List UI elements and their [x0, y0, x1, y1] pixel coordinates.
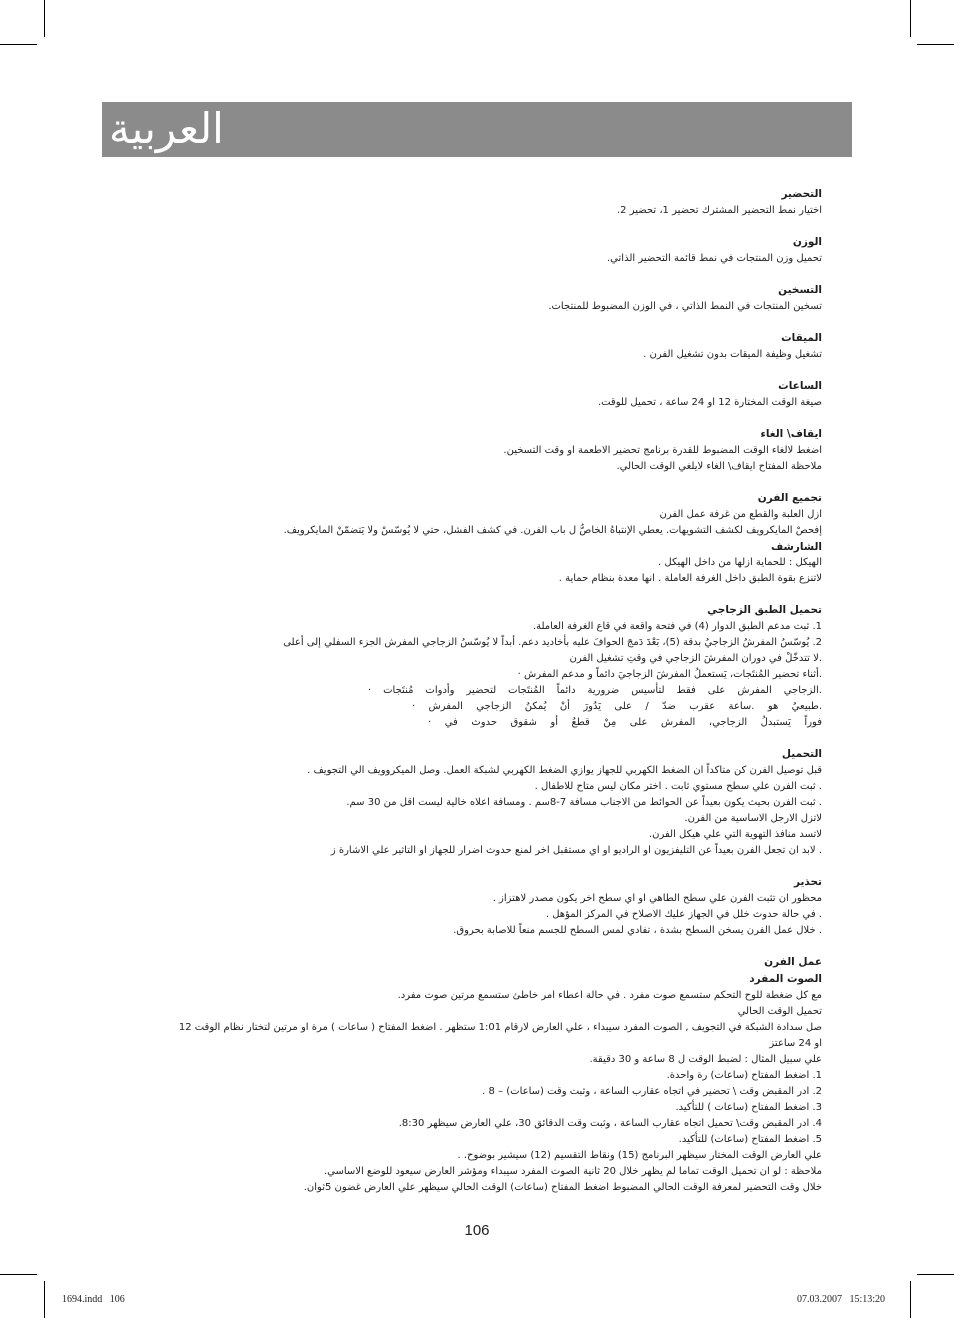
section-glass-tray [100, 602, 822, 731]
section-heading: عمل الفرن [764, 956, 822, 968]
section-heading: ايقاف\ الغاء [760, 428, 822, 440]
section-heading: الوزن [792, 236, 822, 248]
section-stop-cancel [100, 426, 822, 475]
body-line: تحميل الوقت الحالي [737, 1006, 822, 1017]
crop-mark [44, 1281, 45, 1318]
body-line: صل سدادة الشبكة في التجويف , الصوت المفرد سيبداء ، علي العارض لارقام 1:01 ستظهر . اضغط المفتاح ( ساعات ) مرة او مرتين لتختار نظام الوقت 12 [178, 1022, 822, 1033]
section-heading: تجميع الفرن [757, 492, 822, 504]
body-line: إفحصْ المايكرويف لكشف التشويهات. يعطي الإنتباهُ الخاصُّ ل باب الفرن. في كشف الفشل، حتي لا يُوسّسْ ولا يَتضمّنْ المايكرويف. [283, 525, 822, 536]
section-heading: تحميل الطبق الزجاجي [707, 604, 822, 616]
body-line: ازل العلبة والقطع من غرفة عمل الفرن [659, 509, 822, 520]
body-line: . لابد ان تجعل الفرن بعيداً عن التليفزيون او الراديو او اي مستقبل اخر لمنع حدوث اضرار للجهاز او التاثير علي الاشارة ز [330, 845, 822, 856]
body-line: تشغيل وظيفة الميقات بدون تشغيل الفرن . [643, 349, 822, 360]
section-oven-operation [100, 954, 822, 1196]
sub-heading: الصوت المفرد [749, 973, 822, 985]
body-line: قبل توصيل الفرن كن متاكداً ان الضغط الكهربي للجهاز يوازي الضغط الكهربي لشبكة العمل. وصل الميكروويف الي التجويف . [307, 765, 822, 776]
body-line: 2. ادر المقبض وقت \ تحضير في اتجاه عقارب الساعة ، وثبت وقت (ساعات) – 8 . [482, 1086, 822, 1097]
body-line: . ثبت الفرن بحيث يكون بعيداً عن الحوائط من الاجناب مسافة 7-8سم . ومسافة اعلاه خالية ليست اقل من 30 سم. [346, 797, 822, 808]
section-preparation [100, 186, 822, 219]
body-line: تحميل وزن المنتجات في نمط قائمة التحضير الذاتي. [607, 253, 822, 264]
body-line: علي العارض الوقت المختار سيظهر البرنامج (15) ونقاط التقسيم (12) سيشير بوضوح. . [457, 1150, 822, 1161]
body-line: لاتزل الارجل الاساسية من الفرن. [684, 813, 822, 824]
body-line: .لا تتدخّلْ في دوران المفرشَ الزجاجي في وقتِ تشغيل الفرن [569, 653, 822, 664]
body-line: لاتنزع بقوة الطبق داخل الغرفة العاملة . انها معدة بنظام حماية . [558, 573, 822, 584]
section-defrost [100, 282, 822, 315]
language-title: العربية [109, 104, 224, 153]
section-heading: الميقات [781, 332, 822, 344]
page-number: 106 [464, 1222, 490, 1239]
body-line: خلال وقت التحضير لمعرفة الوقت الحالي المضبوط اضغط المفتاح (ساعات) الوقت الحالي سيظهر علي العارض غضون 5ثوان. [303, 1182, 822, 1193]
body-line: اضغط لالغاء الوقت المضبوط للقدرة برنامج تحضير الاطعمة او وقت التسخين. [503, 445, 822, 456]
section-heading: الساعات [778, 380, 822, 392]
body-line: 1. اضغط المفتاح (ساعات) رة واحدة. [666, 1070, 822, 1081]
body-line: ملاحظة المفتاح ايقاف\ الغاء لايلغي الوقت الحالي. [616, 461, 822, 472]
footer-timestamp: 07.03.2007 15:13:20 [796, 1294, 885, 1305]
section-heading: التحميل [781, 748, 822, 760]
sub-heading: الشارشف [770, 541, 822, 553]
crop-mark [917, 44, 954, 45]
body-line: تسخين المنتجات في النمط الذاتي ، في الوزن المضبوط للمنتجات. [548, 301, 822, 312]
section-clock [100, 378, 822, 411]
justified-line: فوراً يَستبدلُ الزجاجي، المفرش على مِنْ قطعُ أو شقوق حدوث في · [428, 717, 822, 728]
body-line: 3. اضغط المفتاح (ساعات ) للتأكيد. [675, 1102, 822, 1113]
body-line: الهيكل : للحماية ازلها من داخل الهيكل . [658, 557, 822, 568]
section-assembly [100, 490, 822, 587]
section-installation [100, 746, 822, 859]
manual-content [100, 186, 822, 1196]
crop-mark [44, 0, 45, 37]
language-title-bar [102, 102, 852, 157]
body-line: 4. ادر المقبض وقت\ تحميل اتجاه عقارب الساعة ، وثبت وقت الدقائق 30، علي العارض سيظهر 8:30. [398, 1118, 822, 1129]
body-line: 5. اضغط المفتاح (ساعات) للتأكيد. [678, 1134, 822, 1145]
body-line: . في حالة حدوث خلل في الجهاز عليك الاصلاح في المركز المؤهل . [545, 909, 822, 920]
crop-mark [910, 1281, 911, 1318]
body-line: .أثناء تحضير المُنتَجات، يَستعملُ المفرشَ الزجاجيَ دائماً و مدعم المفرش · [517, 669, 822, 680]
crop-mark [0, 1274, 37, 1275]
section-heading: التسخين [778, 284, 822, 296]
body-line: اختيار نمط التحضير المشترك تحضير 1، تحضير 2. [616, 205, 822, 216]
body-line: . ثبت الفرن علي سطح مستوي ثابت . اختر مكان ليس متاح للاطفال . [534, 781, 822, 792]
body-line: صيغة الوقت المختارة 12 او 24 ساعة ، تحميل للوقت. [597, 397, 822, 408]
body-line: . خلال عمل الفرن يسخن السطح بشدة ، تفادي لمس السطح للجسم منعاً للاصابة بحروق. [453, 925, 822, 936]
body-line: 2. يُوسّسُ المفرشُ الزجاجيُ بدقة (5)، بَعْدَ دَمجَ الحوافَ عليه بأخاديد دعم. أبداً لا يُوسّسُ الزجاجي المفرش الجزء السفلي إلى أعلى [283, 637, 822, 648]
body-line: ملاحظة : لو ان تحميل الوقت تماما لم يظهر خلال 20 ثانية الصوت المفرد سيبداء ومؤشر العارض سيعود للوضع الاساسي. [323, 1166, 822, 1177]
section-timer [100, 330, 822, 363]
justified-line: .طبيعيُ هو .ساعة عقرب ضدّ / على يَدُورَ أنْ يُمكنُ الزجاجي المفرش · [412, 701, 822, 712]
footer-file-info: 1694.indd 106 [62, 1294, 125, 1305]
body-line: محظور ان تثبت الفرن علي سطح الطاهي او اي سطح اخر يكون مصدر لاهتزاز . [492, 893, 822, 904]
section-heading: تحذير [793, 876, 822, 888]
body-line: لاتسد منافذ التهوية التي علي هيكل الفرن. [648, 829, 822, 840]
section-weight [100, 234, 822, 267]
justified-line: .الزجاجي المفرش على فقط لتأسيس ضرورية دائماً المُنتَجات لتحضير وأدوات مُنتَجات · [368, 685, 822, 696]
body-line: مع كل ضغطة للوح التحكم ستسمع صوت مفرد . في حالة اعطاء امر خاطئ ستسمع مرتين صوت مفرد. [397, 990, 822, 1001]
body-line: 1. ثبت مدعم الطبق الدوار (4) في فتحة واقعة في قاع الغرفة العاملة. [532, 621, 822, 632]
crop-mark [917, 1274, 954, 1275]
section-heading: التحضير [781, 188, 822, 200]
crop-mark [910, 0, 911, 37]
section-warning [100, 874, 822, 939]
body-line: علي سبيل المثال : لضبط الوقت ل 8 ساعة و 30 دقيقة. [589, 1054, 822, 1065]
body-line: او 24 ساعتز [769, 1038, 822, 1049]
crop-mark [0, 44, 37, 45]
